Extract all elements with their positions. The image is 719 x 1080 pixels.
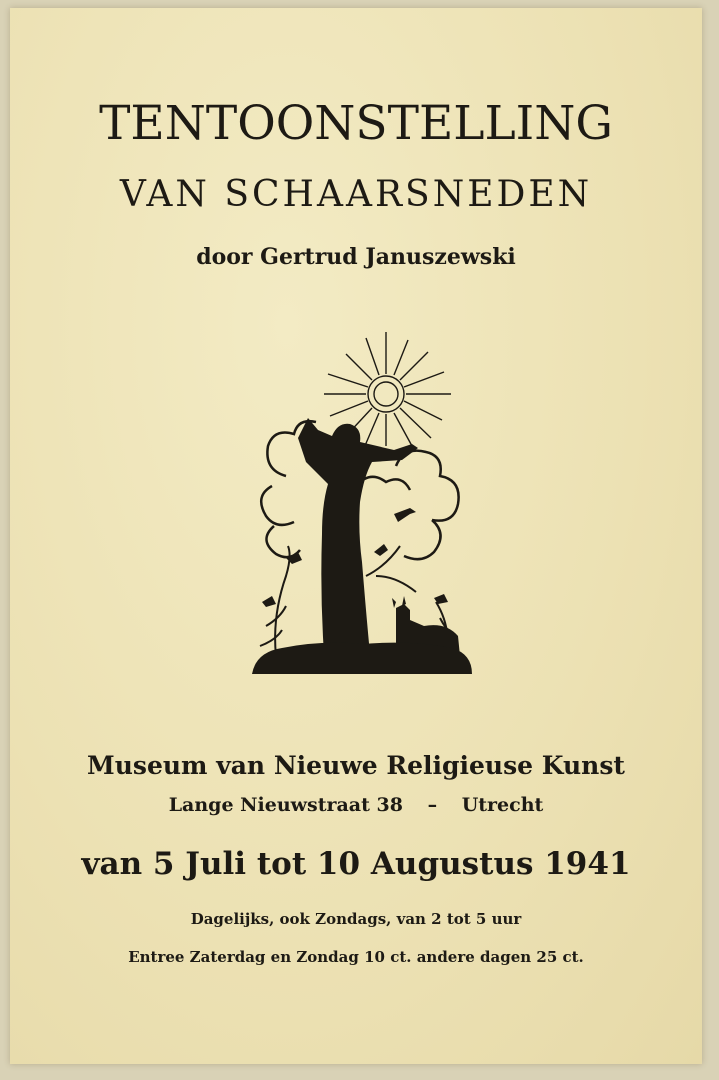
museum-address — [10, 794, 702, 816]
poster-subtitle: VAN SCHAARSNEDEN — [119, 174, 593, 215]
address-street: Lange Nieuwstraat 38 — [168, 794, 403, 816]
exhibition-poster — [10, 8, 702, 1064]
admission-prices: Entree Zaterdag en Zondag 10 ct. andere dagen 25 ct. — [128, 948, 584, 966]
poster-artist: door Gertrud Januszewski — [196, 244, 516, 270]
address-city: Utrecht — [461, 794, 544, 816]
address-separator: – — [427, 794, 438, 816]
museum-name: Museum van Nieuwe Religieuse Kunst — [87, 751, 625, 780]
opening-hours: Dagelijks, ook Zondags, van 2 tot 5 uur — [190, 910, 522, 928]
poster-title: TENTOONSTELLING — [99, 96, 613, 151]
ground-icon — [252, 643, 472, 674]
papercut-illustration-icon — [246, 326, 476, 676]
exhibition-dates: van 5 Juli tot 10 Augustus 1941 — [81, 846, 631, 882]
